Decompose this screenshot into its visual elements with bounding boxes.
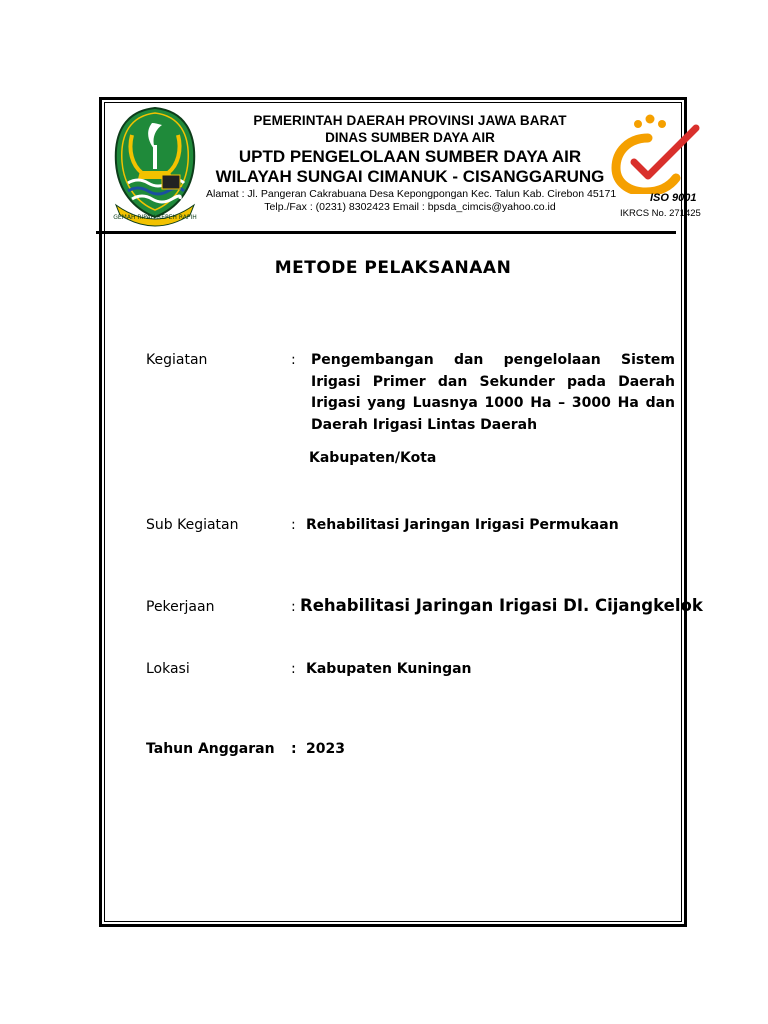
lokasi-value: Kabupaten Kuningan <box>306 661 472 677</box>
sub-kegiatan-value: Rehabilitasi Jaringan Irigasi Permukaan <box>306 517 619 533</box>
pekerjaan-value: Rehabilitasi Jaringan Irigasi DI. Cijangkelok <box>300 596 703 615</box>
iso-certification-icon <box>610 112 700 198</box>
pekerjaan-label: Pekerjaan <box>146 599 215 615</box>
iso-label: ISO 9001 <box>650 192 697 204</box>
letterhead-contact: Telp./Fax : (0231) 8302423 Email : bpsda_cimcis@yahoo.co.id <box>264 201 556 213</box>
letterhead-address: Alamat : Jl. Pangeran Cakrabuana Desa Kepongpongan Kec. Talun Kab. Cirebon 45171 <box>206 188 617 200</box>
document-title: METODE PELAKSANAAN <box>274 258 512 278</box>
lokasi-colon: : <box>291 661 296 677</box>
tahun-anggaran-value: 2023 <box>306 741 345 757</box>
kegiatan-colon: : <box>291 352 296 368</box>
tahun-anggaran-colon: : <box>291 741 297 757</box>
letterhead-line-2: DINAS SUMBER DAYA AIR <box>325 130 495 145</box>
jawa-barat-emblem-icon <box>110 105 200 231</box>
letterhead-line-3: UPTD PENGELOLAAN SUMBER DAYA AIR <box>238 147 582 166</box>
pekerjaan-colon: : <box>291 599 296 615</box>
kegiatan-extra: Kabupaten/Kota <box>309 450 437 466</box>
letterhead-line-1: PEMERINTAH DAERAH PROVINSI JAWA BARAT <box>253 113 567 128</box>
lokasi-label: Lokasi <box>146 661 190 677</box>
kegiatan-label: Kegiatan <box>146 352 208 368</box>
header-divider <box>96 231 676 234</box>
sub-kegiatan-colon: : <box>291 517 296 533</box>
ikrcs-label: IKRCS No. 271425 <box>620 208 701 219</box>
logo-motto: GEMAH RIPAH REPEH RAPIH <box>113 214 197 221</box>
letterhead-line-4: WILAYAH SUNGAI CIMANUK - CISANGGARUNG <box>215 167 605 186</box>
tahun-anggaran-label: Tahun Anggaran <box>146 741 275 757</box>
kegiatan-value: Pengembangan dan pengelolaan Sistem Irigasi Primer dan Sekunder pada Daerah Irigasi yang Luasnya 1000 Ha – 3000 Ha dan Daerah Irigasi Lintas Daerah <box>311 352 675 433</box>
letterhead <box>200 112 620 214</box>
sub-kegiatan-label: Sub Kegiatan <box>146 517 239 533</box>
